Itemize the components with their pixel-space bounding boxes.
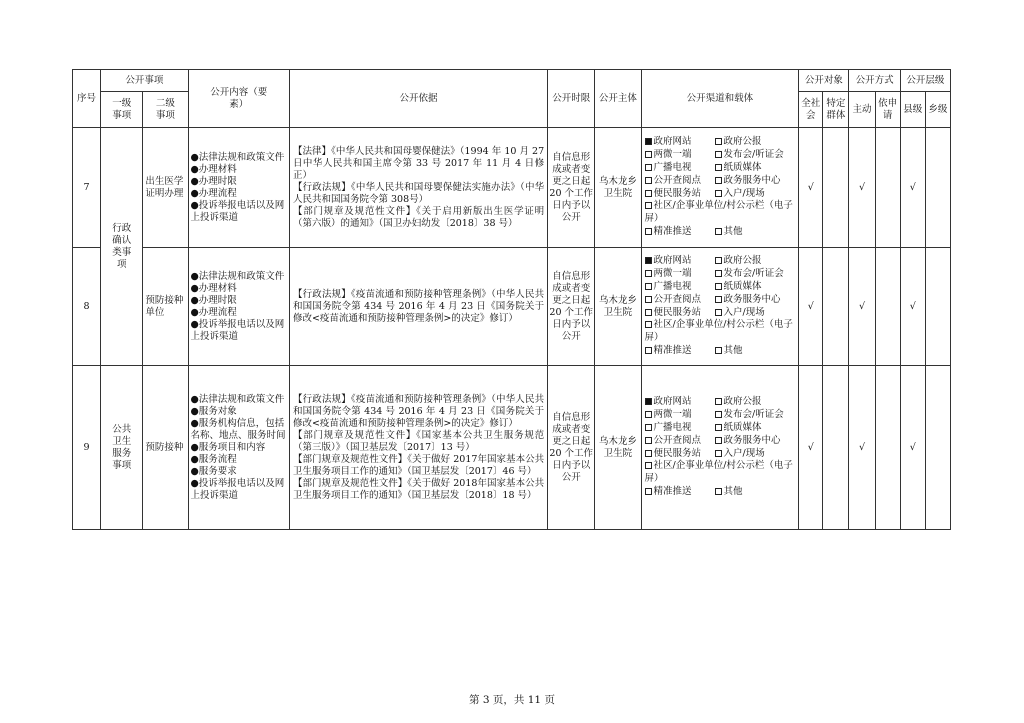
checkbox-icon bbox=[645, 270, 652, 277]
header-mode-active: 主动 bbox=[849, 92, 875, 128]
row-level-town bbox=[925, 366, 950, 530]
header-subject: 公开主体 bbox=[595, 70, 641, 128]
checkbox-icon bbox=[715, 283, 722, 290]
content-item: ●法律法规和政策文件 bbox=[190, 270, 285, 282]
channel-label: 政务服务中心 bbox=[723, 293, 781, 305]
channel-label: 社区/企事业单位/村公示栏（电子屏） bbox=[644, 200, 793, 225]
basis-item: 【部门规章及规范性文件】《关于做好 2018年国家基本公共卫生服务项目工作的通知》（国卫基层发〔2018〕18 号） bbox=[292, 477, 545, 501]
checkbox-icon bbox=[715, 138, 722, 145]
page-footer: 第 3 页，共 11 页 bbox=[469, 694, 555, 706]
content-item: ●办理材料 bbox=[190, 282, 237, 294]
checkbox-icon bbox=[645, 411, 652, 418]
row-subject: 乌木龙乡卫生院 bbox=[595, 366, 641, 530]
channel-label: 政府网站 bbox=[653, 396, 692, 408]
channel-label: 社区/企事业单位/村公示栏（电子屏） bbox=[644, 460, 793, 485]
row-index: 7 bbox=[73, 128, 101, 248]
header-time-limit: 公开时限 bbox=[548, 70, 595, 128]
checkbox-icon bbox=[715, 190, 722, 197]
channel-label: 广播电视 bbox=[653, 280, 692, 292]
row-subject: 乌木龙乡卫生院 bbox=[595, 248, 641, 366]
row-mode-apply bbox=[875, 248, 900, 366]
channel-label: 公开查阅点 bbox=[653, 174, 702, 186]
row-l1-label: 行政确认类事项 bbox=[112, 222, 132, 270]
content-item: ●服务项目和内容 bbox=[190, 441, 266, 453]
checkbox-icon bbox=[715, 437, 722, 444]
header-item-l2-label: 二级事项 bbox=[155, 97, 175, 121]
content-item: ●办理流程 bbox=[190, 187, 237, 199]
checkbox-icon bbox=[645, 450, 652, 457]
checkbox-icon bbox=[715, 347, 722, 354]
checkbox-icon bbox=[645, 424, 652, 431]
checkbox-icon bbox=[715, 309, 722, 316]
header-level-county: 县级 bbox=[900, 92, 925, 128]
channel-label: 社区/企事业单位/村公示栏（电子屏） bbox=[644, 319, 793, 344]
channel-label: 两微一端 bbox=[653, 268, 692, 280]
channel-label: 其他 bbox=[723, 225, 743, 237]
channel-label: 两微一端 bbox=[653, 149, 692, 161]
checkbox-icon bbox=[645, 202, 652, 209]
content-item: ●法律法规和政策文件 bbox=[190, 393, 285, 405]
channel-label: 广播电视 bbox=[653, 421, 692, 433]
channel-label: 发布会/听证会 bbox=[723, 149, 784, 161]
row-content bbox=[188, 248, 289, 366]
row-channels bbox=[641, 366, 799, 530]
channel-label: 政务服务中心 bbox=[723, 434, 781, 446]
header-level-town: 乡级 bbox=[925, 92, 950, 128]
header-target-all-label: 全社会 bbox=[801, 97, 821, 121]
row-time-limit: 自信息形成或者变更之日起 20 个工作日内予以公开 bbox=[548, 128, 595, 248]
channel-label: 两微一端 bbox=[653, 409, 692, 421]
checkbox-icon bbox=[715, 177, 722, 184]
table-row bbox=[73, 248, 951, 366]
row-basis bbox=[289, 366, 547, 530]
basis-item: 【行政法规】《中华人民共和国母婴保健法实施办法》（中华人民共和国国务院令第 308号） bbox=[292, 181, 545, 205]
row-target-specific bbox=[823, 366, 849, 530]
channel-label: 公开查阅点 bbox=[653, 434, 702, 446]
content-item: ●服务对象 bbox=[190, 405, 237, 417]
row-level-town bbox=[925, 248, 950, 366]
header-channel: 公开渠道和载体 bbox=[641, 70, 799, 128]
row-basis bbox=[289, 128, 547, 248]
content-item: ●服务机构信息，包括名称、地点、服务时间 bbox=[190, 417, 286, 441]
checkbox-checked-icon bbox=[645, 138, 652, 145]
header-index: 序号 bbox=[73, 70, 101, 128]
channel-label: 政府网站 bbox=[653, 255, 692, 267]
channel-label: 入户/现场 bbox=[723, 187, 765, 199]
channel-label: 政府公报 bbox=[723, 396, 762, 408]
channel-label: 纸质媒体 bbox=[723, 161, 762, 173]
header-target-all bbox=[799, 92, 823, 128]
checkbox-icon bbox=[715, 296, 722, 303]
checkbox-icon bbox=[715, 450, 722, 457]
row-l2: 预防接种单位 bbox=[143, 248, 188, 366]
row-content bbox=[188, 366, 289, 530]
row-mode-active: √ bbox=[849, 128, 875, 248]
checkbox-icon bbox=[715, 164, 722, 171]
content-item: ●办理时限 bbox=[190, 294, 237, 306]
row-mode-apply bbox=[875, 366, 900, 530]
row-level-county: √ bbox=[900, 128, 925, 248]
channel-label: 发布会/听证会 bbox=[723, 268, 784, 280]
content-item: ●服务要求 bbox=[190, 465, 237, 477]
checkbox-icon bbox=[715, 398, 722, 405]
channel-label: 其他 bbox=[723, 485, 743, 497]
row-level-county: √ bbox=[900, 366, 925, 530]
row-l2: 预防接种 bbox=[143, 366, 188, 530]
row-l1 bbox=[101, 128, 143, 366]
header-item-l1-label: 一级事项 bbox=[112, 97, 132, 121]
table-row bbox=[73, 366, 951, 530]
row-index: 9 bbox=[73, 366, 101, 530]
channel-label: 入户/现场 bbox=[723, 306, 765, 318]
channel-label: 精准推送 bbox=[653, 225, 692, 237]
header-mode-apply bbox=[875, 92, 900, 128]
checkbox-icon bbox=[645, 228, 652, 235]
basis-item: 【部门规章及规范性文件】《国家基本公共卫生服务规范（第三版）》（国卫基层发〔2017〕13 号） bbox=[292, 429, 545, 453]
row-channels bbox=[641, 248, 799, 366]
channel-label: 便民服务站 bbox=[653, 447, 702, 459]
row-mode-apply bbox=[875, 128, 900, 248]
header-content bbox=[188, 70, 289, 128]
checkbox-icon bbox=[645, 437, 652, 444]
row-channels bbox=[641, 128, 799, 248]
checkbox-icon bbox=[645, 296, 652, 303]
disclosure-table bbox=[72, 69, 951, 530]
content-item: ●服务流程 bbox=[190, 453, 237, 465]
checkbox-icon bbox=[715, 270, 722, 277]
channel-label: 精准推送 bbox=[653, 344, 692, 356]
channel-label: 政府公报 bbox=[723, 136, 762, 148]
row-level-town bbox=[925, 128, 950, 248]
row-target-specific bbox=[823, 248, 849, 366]
table-row bbox=[73, 128, 951, 248]
checkbox-icon bbox=[715, 151, 722, 158]
row-target-all: √ bbox=[799, 366, 823, 530]
row-mode-active: √ bbox=[849, 248, 875, 366]
checkbox-icon bbox=[645, 164, 652, 171]
checkbox-checked-icon bbox=[645, 398, 652, 405]
channel-label: 政府网站 bbox=[653, 136, 692, 148]
row-mode-active: √ bbox=[849, 366, 875, 530]
checkbox-icon bbox=[715, 411, 722, 418]
checkbox-icon bbox=[715, 228, 722, 235]
basis-item: 【行政法规】《疫苗流通和预防接种管理条例》（中华人民共和国国务院令第 434 号 2016 年 4 月 23 日《国务院关于修改<疫苗流通和预防接种管理条例>的决定》修订） bbox=[292, 393, 545, 429]
checkbox-icon bbox=[715, 424, 722, 431]
channel-label: 发布会/听证会 bbox=[723, 409, 784, 421]
checkbox-icon bbox=[645, 488, 652, 495]
row-subject: 乌木龙乡卫生院 bbox=[595, 128, 641, 248]
channel-label: 纸质媒体 bbox=[723, 421, 762, 433]
channel-label: 精准推送 bbox=[653, 485, 692, 497]
basis-item: 【法律】《中华人民共和国母婴保健法》（1994 年 10 月 27 日中华人民共和国主席令第 33 号 2017 年 11 月 4 日修正） bbox=[292, 145, 545, 181]
row-target-all: √ bbox=[799, 128, 823, 248]
content-item: ●办理流程 bbox=[190, 306, 237, 318]
checkbox-icon bbox=[715, 488, 722, 495]
header-item-group: 公开事项 bbox=[101, 70, 188, 92]
channel-label: 纸质媒体 bbox=[723, 280, 762, 292]
checkbox-checked-icon bbox=[645, 257, 652, 264]
checkbox-icon bbox=[645, 309, 652, 316]
content-item: ●投诉举报电话以及网上投诉渠道 bbox=[190, 199, 285, 223]
basis-item: 【行政法规】《疫苗流通和预防接种管理条例》（中华人民共和国国务院令第 434 号 2016 年 4 月 23 日《国务院关于修改<疫苗流通和预防接种管理条例>的决定》修订） bbox=[292, 288, 545, 324]
checkbox-icon bbox=[715, 257, 722, 264]
row-index: 8 bbox=[73, 248, 101, 366]
channel-label: 政务服务中心 bbox=[723, 174, 781, 186]
channel-label: 公开查阅点 bbox=[653, 293, 702, 305]
channel-label: 政府公报 bbox=[723, 255, 762, 267]
row-l1-label: 公共卫生服务事项 bbox=[112, 423, 132, 471]
row-time-limit: 自信息形成或者变更之日起 20 个工作日内予以公开 bbox=[548, 248, 595, 366]
checkbox-icon bbox=[645, 462, 652, 469]
header-target-specific bbox=[823, 92, 849, 128]
checkbox-icon bbox=[645, 321, 652, 328]
channel-label: 其他 bbox=[723, 344, 743, 356]
checkbox-icon bbox=[645, 347, 652, 354]
row-l1 bbox=[101, 366, 143, 530]
header-item-l1 bbox=[101, 92, 143, 128]
row-level-county: √ bbox=[900, 248, 925, 366]
content-item: ●办理时限 bbox=[190, 175, 237, 187]
basis-item: 【部门规章及规范性文件】《关于启用新版出生医学证明（第六版）的通知》（国卫办妇幼发〔2018〕38 号） bbox=[292, 205, 545, 229]
header-target-specific-label: 特定群体 bbox=[826, 97, 846, 121]
header-item-l2 bbox=[143, 92, 188, 128]
content-item: ●投诉举报电话以及网上投诉渠道 bbox=[190, 318, 285, 342]
checkbox-icon bbox=[645, 177, 652, 184]
checkbox-icon bbox=[645, 283, 652, 290]
header-mode-group: 公开方式 bbox=[849, 70, 900, 92]
header-target-group: 公开对象 bbox=[799, 70, 849, 92]
row-l2: 出生医学证明办理 bbox=[143, 128, 188, 248]
header-basis: 公开依据 bbox=[289, 70, 547, 128]
channel-label: 便民服务站 bbox=[653, 306, 702, 318]
row-target-specific bbox=[823, 128, 849, 248]
content-item: ●投诉举报电话以及网上投诉渠道 bbox=[190, 477, 285, 501]
content-item: ●办理材料 bbox=[190, 163, 237, 175]
row-basis bbox=[289, 248, 547, 366]
channel-label: 便民服务站 bbox=[653, 187, 702, 199]
content-item: ●法律法规和政策文件 bbox=[190, 151, 285, 163]
checkbox-icon bbox=[645, 151, 652, 158]
header-level-group: 公开层级 bbox=[900, 70, 950, 92]
header-content-label: 公开内容（要素） bbox=[210, 86, 268, 110]
row-content bbox=[188, 128, 289, 248]
row-target-all: √ bbox=[799, 248, 823, 366]
channel-label: 广播电视 bbox=[653, 161, 692, 173]
channel-label: 入户/现场 bbox=[723, 447, 765, 459]
basis-item: 【部门规章及规范性文件】《关于做好 2017年国家基本公共卫生服务项目工作的通知》（国卫基层发〔2017〕46 号） bbox=[292, 453, 545, 477]
checkbox-icon bbox=[645, 190, 652, 197]
header-mode-apply-label: 依申请 bbox=[878, 97, 898, 121]
row-time-limit: 自信息形成或者变更之日起 20 个工作日内予以公开 bbox=[548, 366, 595, 530]
